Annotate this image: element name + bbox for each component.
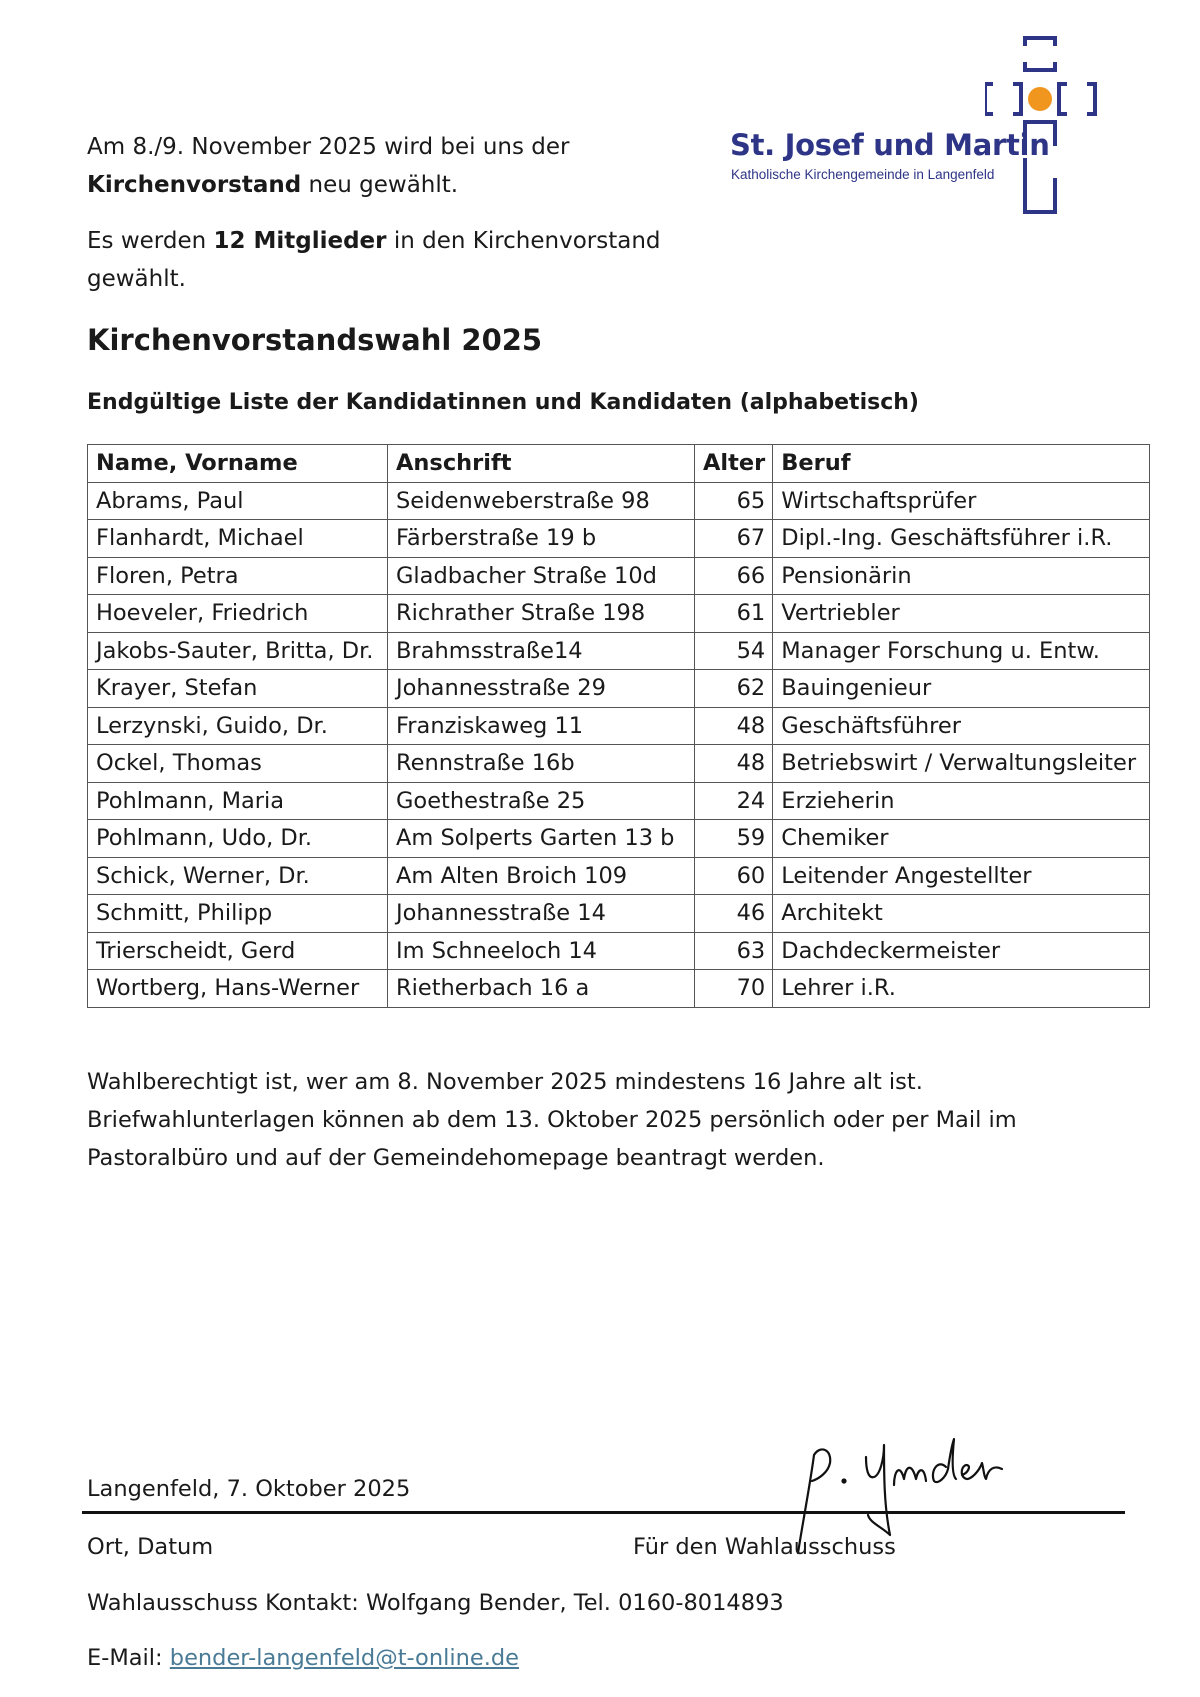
- cell-age: 54: [695, 632, 773, 670]
- cell-name: Flanhardt, Michael: [88, 520, 388, 558]
- notice-line-postal: Briefwahlunterlagen können ab dem 13. Oktober 2025 persönlich oder per Mail im: [87, 1107, 1017, 1133]
- email-link[interactable]: bender-langenfeld@t-online.de: [169, 1645, 519, 1671]
- cell-name: Abrams, Paul: [88, 482, 388, 520]
- signature-line: [82, 1511, 1125, 1514]
- cell-address: Rietherbach 16 a: [388, 970, 695, 1008]
- header-job: Beruf: [773, 445, 1150, 483]
- email-row: [87, 1645, 519, 1671]
- orange-dot: [1028, 87, 1052, 111]
- cell-job: Leitender Angestellter: [773, 857, 1150, 895]
- cell-job: Betriebswirt / Verwaltungsleiter: [773, 745, 1150, 783]
- notice-line-office: Pastoralbüro und auf der Gemeindehomepage beantragt werden.: [87, 1145, 825, 1171]
- table-row: [88, 820, 1150, 858]
- cell-address: Am Solperts Garten 13 b: [388, 820, 695, 858]
- voting-notice: [87, 1063, 1087, 1177]
- cell-name: Schmitt, Philipp: [88, 895, 388, 933]
- cell-name: Krayer, Stefan: [88, 670, 388, 708]
- cell-name: Wortberg, Hans-Werner: [88, 970, 388, 1008]
- cell-age: 59: [695, 820, 773, 858]
- cell-age: 48: [695, 707, 773, 745]
- cell-job: Wirtschaftsprüfer: [773, 482, 1150, 520]
- intro-paragraph-members: Es werden 12 Mitglieder in den Kirchenvorstand gewählt.: [87, 228, 661, 292]
- cell-name: Trierscheidt, Gerd: [88, 932, 388, 970]
- parish-logo: [730, 36, 1130, 216]
- cross-icon: [985, 36, 1115, 216]
- cell-age: 63: [695, 932, 773, 970]
- cell-name: Pohlmann, Maria: [88, 782, 388, 820]
- intro-paragraph-date: Am 8./9. November 2025 wird bei uns der Kirchenvorstand neu gewählt.: [87, 134, 570, 198]
- cell-job: Pensionärin: [773, 557, 1150, 595]
- committee-contact: Wahlausschuss Kontakt: Wolfgang Bender, Tel. 0160-8014893: [87, 1590, 784, 1616]
- table-row: [88, 970, 1150, 1008]
- cell-job: Erzieherin: [773, 782, 1150, 820]
- cell-job: Manager Forschung u. Entw.: [773, 632, 1150, 670]
- header-age: Alter: [695, 445, 773, 483]
- table-row: [88, 557, 1150, 595]
- cell-age: 60: [695, 857, 773, 895]
- cell-age: 61: [695, 595, 773, 633]
- cell-job: Bauingenieur: [773, 670, 1150, 708]
- table-row: [88, 670, 1150, 708]
- logo-title: St. Josef und Martin: [730, 128, 1050, 162]
- cell-address: Goethestraße 25: [388, 782, 695, 820]
- cell-address: Gladbacher Straße 10d: [388, 557, 695, 595]
- cell-address: Seidenweberstraße 98: [388, 482, 695, 520]
- cell-address: Brahmsstraße14: [388, 632, 695, 670]
- cell-name: Schick, Werner, Dr.: [88, 857, 388, 895]
- cell-address: Im Schneeloch 14: [388, 932, 695, 970]
- cell-age: 48: [695, 745, 773, 783]
- cell-address: Richrather Straße 198: [388, 595, 695, 633]
- cell-address: Färberstraße 19 b: [388, 520, 695, 558]
- cell-job: Vertriebler: [773, 595, 1150, 633]
- cell-age: 67: [695, 520, 773, 558]
- intro-bold-kirchenvorstand: Kirchenvorstand: [87, 172, 302, 198]
- logo-subtitle: Katholische Kirchengemeinde in Langenfeld: [731, 167, 995, 182]
- table-row: [88, 595, 1150, 633]
- cell-age: 24: [695, 782, 773, 820]
- cell-address: Am Alten Broich 109: [388, 857, 695, 895]
- cell-age: 62: [695, 670, 773, 708]
- cell-job: Dachdeckermeister: [773, 932, 1150, 970]
- table-row: [88, 745, 1150, 783]
- cell-name: Jakobs-Sauter, Britta, Dr.: [88, 632, 388, 670]
- table-row: [88, 895, 1150, 933]
- cell-address: Rennstraße 16b: [388, 745, 695, 783]
- cell-job: Geschäftsführer: [773, 707, 1150, 745]
- label-committee: Für den Wahlausschuss: [633, 1534, 896, 1560]
- cell-job: Chemiker: [773, 820, 1150, 858]
- cell-address: Johannesstraße 14: [388, 895, 695, 933]
- label-place-date: Ort, Datum: [87, 1534, 214, 1560]
- cell-name: Hoeveler, Friedrich: [88, 595, 388, 633]
- cell-address: Franziskaweg 11: [388, 707, 695, 745]
- table-row: [88, 932, 1150, 970]
- table-row: [88, 632, 1150, 670]
- cell-age: 65: [695, 482, 773, 520]
- cell-name: Pohlmann, Udo, Dr.: [88, 820, 388, 858]
- notice-line-eligibility: Wahlberechtigt ist, wer am 8. November 2025 mindestens 16 Jahre alt ist.: [87, 1069, 923, 1095]
- table-row: [88, 782, 1150, 820]
- candidates-table: [87, 444, 1150, 1008]
- cell-age: 70: [695, 970, 773, 1008]
- intro-bold-members: 12 Mitglieder: [213, 228, 387, 254]
- cell-name: Lerzynski, Guido, Dr.: [88, 707, 388, 745]
- cell-job: Dipl.-Ing. Geschäftsführer i.R.: [773, 520, 1150, 558]
- cell-job: Lehrer i.R.: [773, 970, 1150, 1008]
- table-row: [88, 707, 1150, 745]
- cell-name: Floren, Petra: [88, 557, 388, 595]
- header-name: Name, Vorname: [88, 445, 388, 483]
- intro-text: [87, 128, 707, 316]
- cell-address: Johannesstraße 29: [388, 670, 695, 708]
- table-header-row: [88, 445, 1150, 483]
- list-subtitle: Endgültige Liste der Kandidatinnen und Kandidaten (alphabetisch): [87, 390, 919, 415]
- email-label: E-Mail:: [87, 1645, 170, 1671]
- cell-age: 66: [695, 557, 773, 595]
- cell-name: Ockel, Thomas: [88, 745, 388, 783]
- place-date: Langenfeld, 7. Oktober 2025: [87, 1476, 411, 1502]
- table-row: [88, 482, 1150, 520]
- table-row: [88, 520, 1150, 558]
- table-row: [88, 857, 1150, 895]
- cell-job: Architekt: [773, 895, 1150, 933]
- page-title: Kirchenvorstandswahl 2025: [87, 323, 543, 357]
- cell-age: 46: [695, 895, 773, 933]
- header-address: Anschrift: [388, 445, 695, 483]
